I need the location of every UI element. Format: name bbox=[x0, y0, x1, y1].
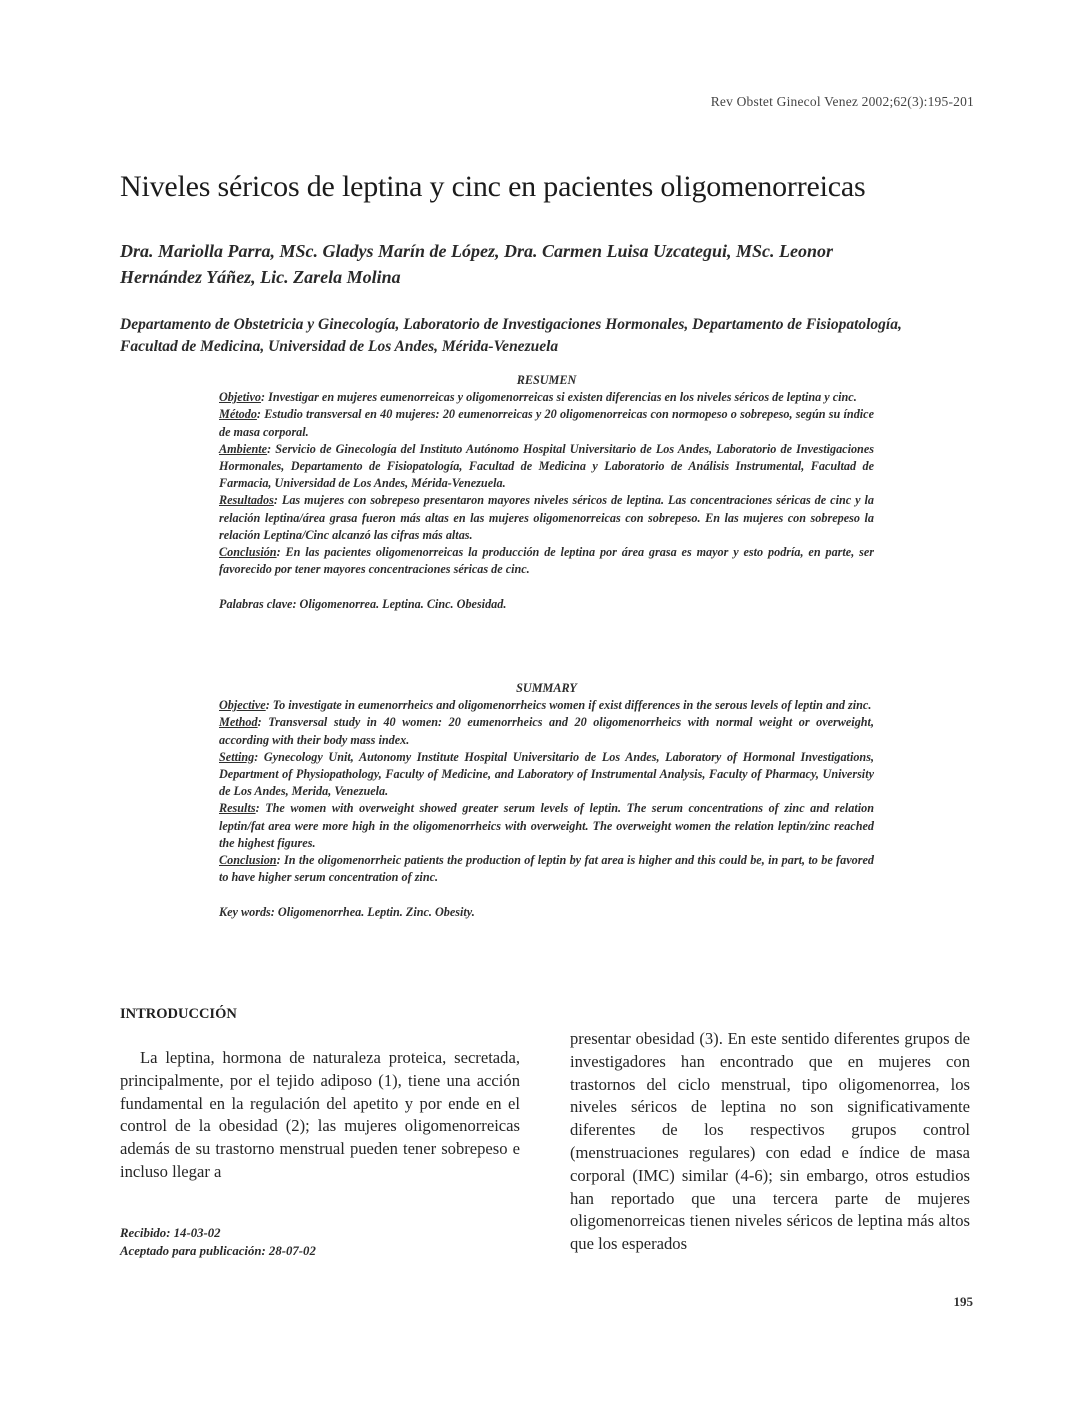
summary-conclusion bbox=[219, 852, 874, 886]
resumen-resultados bbox=[219, 492, 874, 544]
section-label: Método bbox=[219, 407, 257, 422]
resumen-conclusion bbox=[219, 544, 874, 578]
section-text: : Las mujeres con sobrepeso presentaron mayores niveles séricos de leptina. Las concentraciones séricas de cinc y la relación leptina/área grasa fueron más altas en las mujeres oligomenorreicas con sobrepeso. En las mujeres con sobrepeso la relación Leptina/Cinc alcanzó las cifras más altas. bbox=[219, 493, 874, 542]
section-label: Setting bbox=[219, 749, 255, 764]
page-number: 195 bbox=[953, 1294, 973, 1309]
section-text: : Investigar en mujeres eumenorreicas y oligomenorreicas si existen diferencias en los niveles séricos de leptina y cinc. bbox=[260, 390, 857, 405]
section-text: : En las pacientes oligomenorreicas la producción de leptina por área grasa es mayor y esto podría, en parte, ser favorecido por tener mayores concentraciones séricas de cinc. bbox=[219, 545, 874, 577]
accepted-date: Aceptado para publicación: 28-07-02 bbox=[120, 1244, 316, 1258]
section-label: Conclusion bbox=[219, 853, 277, 868]
resumen-ambiente bbox=[219, 441, 874, 493]
affiliation: Departamento de Obstetricia y Ginecología, Laboratorio de Investigaciones Hormonales, Departamento de Fisiopatología, Facultad de Medicina, Universidad de Los Andes, Mérida-Venezuela bbox=[120, 316, 902, 355]
section-text: : Servicio de Ginecología del Instituto Autónomo Hospital Universitario de Los Andes, Laboratorio de Investigaciones Hormonales, Departamento de Fisiopatología, Facultad de Medicina y Laboratorio de Análisis Instrumental, Facultad de Farmacia, Universidad de Los Andes, Mérida-Venezuela. bbox=[219, 441, 874, 491]
summary-results bbox=[219, 800, 874, 852]
body-column-left bbox=[120, 1047, 520, 1184]
section-label: Objetivo bbox=[219, 390, 261, 405]
section-label: Objective bbox=[219, 698, 266, 713]
section-label: Ambiente bbox=[219, 441, 268, 456]
journal-reference: Rev Obstet Ginecol Venez 2002;62(3):195-201 bbox=[710, 94, 974, 109]
section-text: : To investigate in eumenorrheics and oligomenorrheics women if exist differences in the serous levels of leptin and zinc. bbox=[265, 698, 872, 713]
resumen-metodo bbox=[219, 406, 874, 440]
section-text: : Transversal study in 40 women: 20 eumenorrheics and 20 oligomenorrheics with normal weight or overweight, according with their body mass index. bbox=[219, 715, 874, 747]
section-text: : The women with overweight showed greater serum levels of leptin. The serum concentrations of zinc and relation leptin/fat area were more high in the oligomenorrheics with overweight. The overweight women the relation leptin/zinc reached the highest figures. bbox=[219, 801, 874, 850]
resumen-heading: RESUMEN bbox=[516, 373, 577, 387]
section-text: : Gynecology Unit, Autonomy Institute Hospital Universitario de Los Andes, Laboratory of Hormonal Investigations, Department of Physiopathology, Faculty of Medicine, and Laboratory of Instrumental Analysis, Faculty of Pharmacy, University de Los Andes, Merida, Venezuela. bbox=[219, 749, 874, 799]
section-label: Resultados bbox=[219, 493, 274, 508]
authors: Dra. Mariolla Parra, MSc. Gladys Marín de López, Dra. Carmen Luisa Uzcategui, MSc. Leonor Hernández Yáñez, Lic. Zarela Molina bbox=[120, 241, 834, 287]
summary-method bbox=[219, 714, 874, 748]
article-dates bbox=[120, 1224, 316, 1260]
section-text: : In the oligomenorrheic patients the production of leptin by fat area is higher and this could be, in part, to be favored to have higher serum concentration of zinc. bbox=[219, 853, 874, 885]
summary-heading: SUMMARY bbox=[516, 681, 577, 695]
section-label: Method bbox=[219, 715, 258, 730]
key-words: Key words: Oligomenorrhea. Leptin. Zinc. Obesity. bbox=[219, 905, 475, 920]
body-column-right bbox=[570, 1028, 970, 1256]
article-title: Niveles séricos de leptina y cinc en pacientes oligomenorreicas bbox=[120, 170, 866, 203]
palabras-clave: Palabras clave: Oligomenorrea. Leptina. Cinc. Obesidad. bbox=[219, 597, 507, 612]
summary-abstract bbox=[219, 680, 874, 922]
received-date: Recibido: 14-03-02 bbox=[120, 1226, 221, 1240]
resumen-objetivo bbox=[219, 389, 874, 406]
body-paragraph: La leptina, hormona de naturaleza proteica, secretada, principalmente, por el tejido adiposo (1), tiene una acción fundamental en la regulación del apetito y por ende en el control de la obesidad (2); las mujeres oligomenorreicas además de su trastorno menstrual pueden tener sobrepeso e incluso llegar a bbox=[120, 1048, 520, 1181]
section-heading-introduccion: INTRODUCCIÓN bbox=[120, 1006, 237, 1022]
section-label: Results bbox=[219, 801, 256, 816]
summary-objective bbox=[219, 697, 874, 714]
body-paragraph: presentar obesidad (3). En este sentido diferentes grupos de investigadores han encontrado que en mujeres con trastornos del ciclo menstrual, tipo oligomenorrea, los niveles séricos de leptina no son significativamente diferentes de los respectivos grupos control (menstruaciones regulares) con edad e índice de masa corporal (IMC) similar (4-6); sin embargo, otros estudios han reportado que una tercera parte de mujeres oligomenorreicas tienen niveles séricos de leptina más altos que los esperados bbox=[570, 1029, 970, 1254]
section-label: Conclusión bbox=[219, 545, 277, 560]
section-text: : Estudio transversal en 40 mujeres: 20 eumenorreicas y 20 oligomenorreicas con normopeso o sobrepeso, según su índice de masa corporal. bbox=[219, 407, 874, 439]
summary-setting bbox=[219, 749, 874, 801]
resumen-abstract bbox=[219, 372, 874, 614]
